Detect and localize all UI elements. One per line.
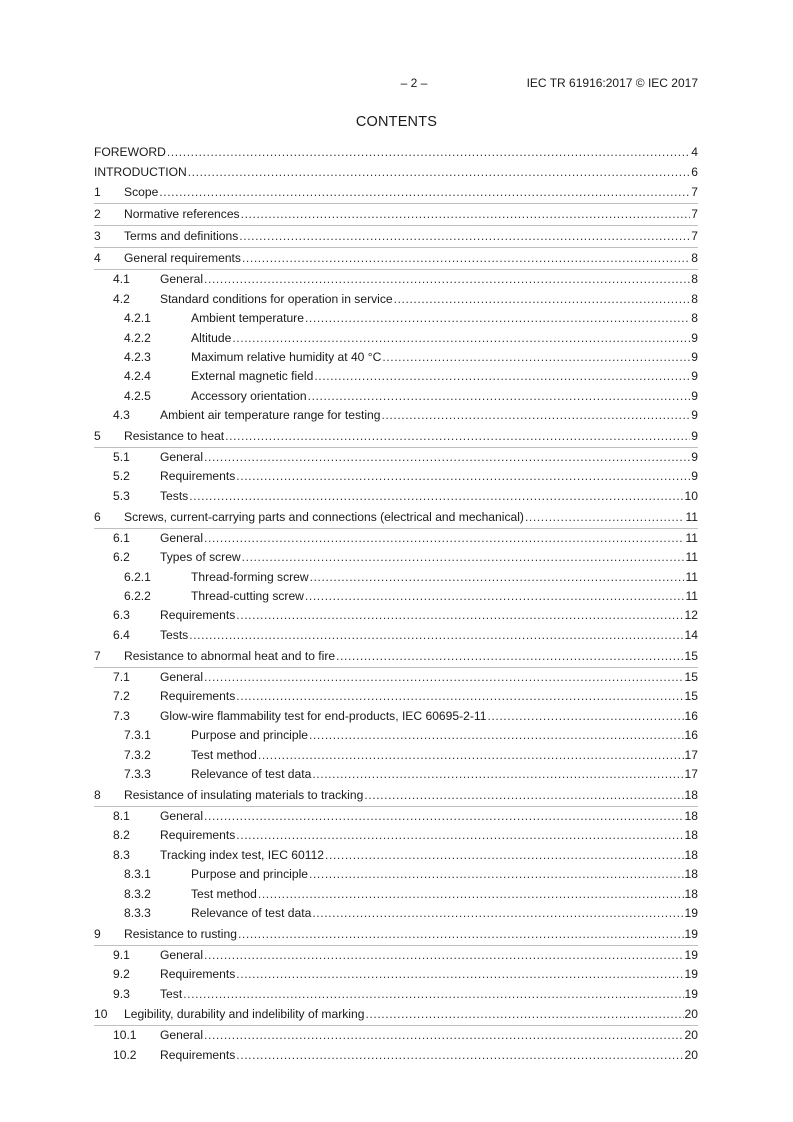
toc-entry[interactable] xyxy=(94,646,698,668)
toc-dot-leader xyxy=(305,309,690,328)
toc-entry-page: 4 xyxy=(691,145,698,159)
toc-entry-number: 8.3.3 xyxy=(124,906,151,921)
toc-entry-page: 9 xyxy=(691,330,698,345)
toc-dot-leader xyxy=(236,965,683,985)
toc-entry-page: 15 xyxy=(684,689,698,704)
toc-entry-page: 11 xyxy=(685,530,698,545)
toc-entry-page: 17 xyxy=(684,767,698,782)
toc-entry[interactable] xyxy=(94,865,698,884)
toc-entry-title: General requirements xyxy=(124,251,241,265)
toc-entry-page: 19 xyxy=(684,986,698,1001)
toc-entry-title: General xyxy=(160,669,204,684)
toc-entry-number: 4 xyxy=(94,251,101,265)
document-reference: IEC TR 61916:2017 © IEC 2017 xyxy=(526,76,698,90)
toc-entry-page: 11 xyxy=(685,509,698,524)
toc-entry-title: Test method xyxy=(191,747,257,762)
toc-entry-title: Screws, current-carrying parts and connections (electrical and mechanical) xyxy=(124,509,524,524)
toc-entry-title: General xyxy=(160,947,204,962)
toc-entry-title: Test method xyxy=(191,886,257,901)
toc-entry-number: 6.2 xyxy=(113,550,130,565)
toc-entry-number: 8.1 xyxy=(113,808,130,823)
toc-entry-number: 8.3.2 xyxy=(124,886,151,901)
toc-dot-leader xyxy=(309,865,684,884)
toc-entry-page: 9 xyxy=(691,349,698,364)
toc-entry-number: 4.2.4 xyxy=(124,369,151,384)
toc-dot-leader xyxy=(325,846,684,866)
toc-entry[interactable] xyxy=(94,529,698,549)
toc-entry-number: 6.3 xyxy=(113,608,130,623)
toc-entry[interactable] xyxy=(94,204,698,226)
toc-entry[interactable] xyxy=(94,507,698,529)
toc-dot-leader xyxy=(189,626,683,646)
toc-entry-page: 15 xyxy=(684,648,698,663)
toc-entry-number: 5.2 xyxy=(113,469,130,484)
toc-entry[interactable] xyxy=(94,606,698,626)
toc-dot-leader xyxy=(239,226,690,247)
toc-entry-number: 8.3.1 xyxy=(124,867,151,882)
toc-entry-page: 9 xyxy=(691,408,698,423)
toc-dot-leader xyxy=(258,885,684,904)
toc-entry[interactable] xyxy=(94,1026,698,1046)
toc-entry-page: 14 xyxy=(684,628,698,643)
toc-entry-number: 7.2 xyxy=(113,689,130,704)
toc-entry-number: 9.1 xyxy=(113,947,130,962)
toc-entry-page: 9 xyxy=(691,388,698,403)
toc-entry[interactable] xyxy=(94,143,698,163)
toc-entry-number: 8.3 xyxy=(113,847,130,862)
toc-entry-title: Purpose and principle xyxy=(191,728,308,743)
toc-entry-title: Tests xyxy=(160,628,189,643)
toc-entry[interactable] xyxy=(94,668,698,688)
toc-entry-page: 19 xyxy=(684,947,698,962)
toc-entry[interactable] xyxy=(94,290,698,310)
toc-entry[interactable] xyxy=(94,885,698,904)
toc-entry[interactable] xyxy=(94,904,698,923)
toc-entry-title: Resistance of insulating materials to tracking xyxy=(124,787,364,802)
toc-entry-page: 19 xyxy=(684,967,698,982)
toc-entry-page: 12 xyxy=(684,608,698,623)
toc-entry[interactable] xyxy=(94,965,698,985)
toc-entry[interactable] xyxy=(94,568,698,587)
toc-entry-number: 4.2.3 xyxy=(124,349,151,364)
toc-dot-leader xyxy=(241,204,691,225)
toc-entry-page: 9 xyxy=(691,469,698,484)
toc-entry[interactable] xyxy=(94,406,698,426)
toc-entry-title: Test xyxy=(160,986,183,1001)
toc-entry-number: 6.2.1 xyxy=(124,569,151,584)
toc-entry[interactable] xyxy=(94,846,698,866)
toc-entry-page: 10 xyxy=(684,488,698,503)
toc-dot-leader xyxy=(204,668,684,688)
toc-dot-leader xyxy=(364,785,683,806)
toc-entry-title: General xyxy=(160,530,204,545)
toc-entry-number: 10.1 xyxy=(113,1028,137,1043)
toc-dot-leader xyxy=(232,329,690,348)
toc-entry-page: 20 xyxy=(684,1028,698,1043)
contents-title: CONTENTS xyxy=(355,114,438,130)
toc-entry[interactable] xyxy=(94,946,698,966)
toc-dot-leader xyxy=(312,765,683,784)
toc-entry-number: 4.2 xyxy=(113,291,130,306)
table-of-contents xyxy=(94,143,698,1066)
toc-entry[interactable] xyxy=(94,807,698,827)
toc-entry[interactable] xyxy=(94,348,698,367)
toc-entry-title: Tracking index test, IEC 60112 xyxy=(160,847,325,862)
toc-dot-leader xyxy=(167,143,690,163)
toc-entry-title: Normative references xyxy=(124,207,240,221)
toc-dot-leader xyxy=(236,1046,683,1066)
toc-entry-page: 18 xyxy=(684,847,698,862)
toc-entry-title: Glow-wire flammability test for end-products, IEC 60695-2-11 xyxy=(160,708,487,723)
toc-entry-page: 11 xyxy=(685,550,698,565)
toc-entry-page: 17 xyxy=(684,747,698,762)
toc-entry[interactable] xyxy=(94,367,698,386)
toc-entry-number: 10.2 xyxy=(113,1047,137,1062)
toc-entry-page: 15 xyxy=(684,669,698,684)
toc-entry-title: Maximum relative humidity at 40 °C xyxy=(191,349,382,364)
toc-entry[interactable] xyxy=(94,163,698,183)
toc-entry-page: 8 xyxy=(691,311,698,326)
toc-dot-leader xyxy=(336,646,683,667)
toc-entry-title: Relevance of test data xyxy=(191,767,312,782)
toc-dot-leader xyxy=(204,448,690,468)
toc-dot-leader xyxy=(188,163,691,183)
toc-entry-title: Altitude xyxy=(191,330,232,345)
toc-dot-leader xyxy=(204,270,690,290)
toc-entry[interactable] xyxy=(94,1046,698,1066)
toc-entry-page: 18 xyxy=(684,867,698,882)
toc-entry[interactable] xyxy=(94,248,698,270)
toc-entry-page: 18 xyxy=(684,787,698,802)
toc-entry-number: 4.2.2 xyxy=(124,330,151,345)
toc-entry-title: General xyxy=(160,1028,204,1043)
toc-dot-leader xyxy=(204,946,684,966)
toc-entry-title: Accessory orientation xyxy=(191,388,307,403)
toc-entry-number: 6.2.2 xyxy=(124,589,151,604)
toc-entry-page: 18 xyxy=(684,808,698,823)
toc-entry-number: 5.1 xyxy=(113,449,130,464)
toc-entry-page: 20 xyxy=(684,1047,698,1062)
toc-entry-number: 7.3.3 xyxy=(124,767,151,782)
toc-entry[interactable] xyxy=(94,426,698,448)
toc-entry-title: INTRODUCTION xyxy=(94,164,187,179)
toc-entry-number: 9.2 xyxy=(113,967,130,982)
toc-entry-number: 6.1 xyxy=(113,530,130,545)
toc-entry-title: Legibility, durability and indelibility of marking xyxy=(124,1007,365,1022)
toc-entry[interactable] xyxy=(94,182,698,204)
toc-entry-number: 9.3 xyxy=(113,986,130,1001)
toc-entry-page: 8 xyxy=(691,291,698,306)
toc-entry[interactable] xyxy=(94,587,698,606)
toc-entry[interactable] xyxy=(94,226,698,248)
toc-entry-page: 7 xyxy=(691,229,698,243)
toc-entry-title: Tests xyxy=(160,488,189,503)
toc-dot-leader xyxy=(242,548,685,568)
toc-dot-leader xyxy=(314,367,690,386)
toc-entry-page: 16 xyxy=(684,728,698,743)
toc-entry[interactable] xyxy=(94,467,698,487)
toc-entry-page: 20 xyxy=(684,1007,698,1022)
toc-entry-page: 9 xyxy=(691,369,698,384)
toc-entry[interactable] xyxy=(94,785,698,807)
toc-entry-title: Thread-cutting screw xyxy=(191,589,304,604)
toc-dot-leader xyxy=(258,746,684,765)
toc-entry-title: Terms and definitions xyxy=(124,229,239,243)
toc-entry-number: 1 xyxy=(94,185,101,199)
toc-dot-leader xyxy=(236,467,690,487)
toc-entry-title: Requirements xyxy=(160,1047,236,1062)
toc-entry[interactable] xyxy=(94,329,698,348)
toc-entry-page: 6 xyxy=(691,164,698,179)
toc-dot-leader xyxy=(236,687,683,707)
toc-entry-page: 9 xyxy=(691,428,698,443)
toc-dot-leader xyxy=(204,529,684,549)
toc-entry[interactable] xyxy=(94,487,698,507)
toc-entry-number: 7 xyxy=(94,648,101,663)
toc-entry-number: 9 xyxy=(94,926,101,941)
toc-dot-leader xyxy=(310,568,685,587)
toc-entry-page: 11 xyxy=(685,589,698,604)
toc-entry[interactable] xyxy=(94,626,698,646)
toc-dot-leader xyxy=(305,587,685,606)
toc-entry[interactable] xyxy=(94,548,698,568)
toc-dot-leader xyxy=(238,924,684,945)
toc-entry-page: 16 xyxy=(684,708,698,723)
toc-entry[interactable] xyxy=(94,765,698,784)
toc-dot-leader xyxy=(382,348,690,367)
toc-entry-number: 6.4 xyxy=(113,628,130,643)
toc-entry-number: 3 xyxy=(94,229,101,243)
toc-entry-number: 7.3 xyxy=(113,708,130,723)
toc-entry-title: General xyxy=(160,449,204,464)
toc-entry-title: General xyxy=(160,808,204,823)
toc-dot-leader xyxy=(394,290,691,310)
toc-entry-title: Ambient temperature xyxy=(191,311,304,326)
toc-entry-title: Ambient air temperature range for testing xyxy=(160,408,381,423)
toc-dot-leader xyxy=(365,1004,683,1025)
toc-entry[interactable] xyxy=(94,746,698,765)
toc-entry-title: Scope xyxy=(124,185,159,199)
toc-entry-number: 4.1 xyxy=(113,272,130,286)
toc-entry-page: 19 xyxy=(684,906,698,921)
toc-entry-number: 8 xyxy=(94,787,101,802)
toc-dot-leader xyxy=(204,1026,684,1046)
toc-entry-title: Resistance to abnormal heat and to fire xyxy=(124,648,336,663)
toc-entry-title: Thread-forming screw xyxy=(191,569,309,584)
toc-dot-leader xyxy=(525,507,684,528)
toc-entry-number: 6 xyxy=(94,509,101,524)
toc-dot-leader xyxy=(236,826,683,846)
toc-entry-page: 8 xyxy=(691,272,698,286)
toc-entry-number: 2 xyxy=(94,207,101,221)
toc-entry-number: 7.3.2 xyxy=(124,747,151,762)
toc-entry[interactable] xyxy=(94,985,698,1005)
page-number: – 2 – xyxy=(400,76,428,90)
toc-entry-title: General xyxy=(160,272,204,286)
toc-dot-leader xyxy=(204,807,684,827)
toc-dot-leader xyxy=(236,606,683,626)
toc-entry-number: 5 xyxy=(94,428,101,443)
toc-entry-title: Purpose and principle xyxy=(191,867,308,882)
toc-entry-title: External magnetic field xyxy=(191,369,314,384)
toc-dot-leader xyxy=(382,406,691,426)
toc-entry-page: 18 xyxy=(684,886,698,901)
toc-dot-leader xyxy=(308,387,691,406)
toc-entry[interactable] xyxy=(94,924,698,946)
toc-entry-title: Standard conditions for operation in service xyxy=(160,291,393,306)
toc-entry[interactable] xyxy=(94,687,698,707)
toc-entry[interactable] xyxy=(94,726,698,745)
toc-entry-number: 4.2.5 xyxy=(124,388,151,403)
toc-dot-leader xyxy=(183,985,683,1005)
toc-dot-leader xyxy=(312,904,683,923)
toc-entry-page: 9 xyxy=(691,449,698,464)
toc-entry-title: FOREWORD xyxy=(94,145,166,159)
toc-entry-page: 8 xyxy=(691,251,698,265)
toc-entry-number: 4.2.1 xyxy=(124,311,151,326)
toc-entry-page: 7 xyxy=(691,185,698,199)
toc-entry-page: 18 xyxy=(684,828,698,843)
toc-entry[interactable] xyxy=(94,826,698,846)
toc-entry-number: 7.3.1 xyxy=(124,728,151,743)
page-header xyxy=(94,76,698,92)
toc-entry-title: Resistance to heat xyxy=(124,428,225,443)
toc-entry[interactable] xyxy=(94,1004,698,1026)
toc-dot-leader xyxy=(225,426,690,447)
toc-dot-leader xyxy=(309,726,684,745)
toc-entry-number: 10 xyxy=(94,1007,108,1022)
toc-entry[interactable] xyxy=(94,387,698,406)
toc-entry-page: 19 xyxy=(684,926,698,941)
toc-entry-title: Requirements xyxy=(160,828,236,843)
toc-dot-leader xyxy=(242,248,690,269)
toc-entry[interactable] xyxy=(94,270,698,290)
toc-entry-title: Requirements xyxy=(160,967,236,982)
toc-entry[interactable] xyxy=(94,707,698,727)
toc-entry[interactable] xyxy=(94,309,698,328)
toc-dot-leader xyxy=(487,707,683,727)
toc-entry[interactable] xyxy=(94,448,698,468)
toc-entry-title: Requirements xyxy=(160,689,236,704)
toc-entry-title: Resistance to rusting xyxy=(124,926,237,941)
toc-entry-number: 5.3 xyxy=(113,488,130,503)
toc-dot-leader xyxy=(189,487,683,507)
toc-entry-number: 4.3 xyxy=(113,408,130,423)
toc-entry-number: 8.2 xyxy=(113,828,130,843)
toc-entry-title: Requirements xyxy=(160,469,236,484)
toc-entry-title: Requirements xyxy=(160,608,236,623)
toc-entry-page: 11 xyxy=(685,569,698,584)
toc-entry-title: Types of screw xyxy=(160,550,241,565)
toc-entry-number: 7.1 xyxy=(113,669,130,684)
toc-entry-page: 7 xyxy=(691,207,698,221)
toc-dot-leader xyxy=(159,182,690,203)
toc-entry-title: Relevance of test data xyxy=(191,906,312,921)
